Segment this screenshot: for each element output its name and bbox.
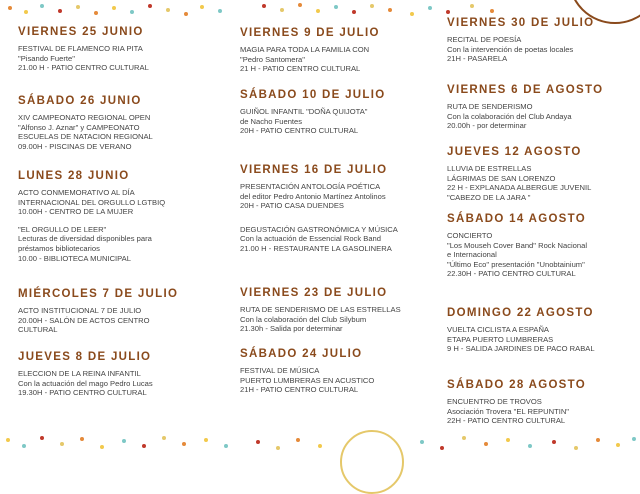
confetti-dot [616, 443, 620, 447]
confetti-dot [162, 436, 166, 440]
event [447, 231, 632, 279]
day-block [240, 27, 435, 82]
confetti-dot [262, 4, 266, 8]
confetti-dot [256, 440, 260, 444]
confetti-dot [6, 438, 10, 442]
event-line: 21.00 H - PATIO CENTRO CULTURAL [18, 63, 149, 73]
confetti-dot [528, 444, 532, 448]
event-line: 10.00H - CENTRO DE LA MUJER [18, 207, 134, 217]
event-line: Con la actuación del mago Pedro Lucas [18, 378, 153, 388]
confetti-dot [112, 6, 116, 10]
confetti-dot [420, 440, 424, 444]
event [447, 35, 632, 64]
event-line: PUERTO LUMBRERAS EN ACUSTICO [240, 375, 375, 385]
day-heading: SÁBADO 14 AGOSTO [447, 213, 587, 225]
confetti-dot [462, 436, 466, 440]
confetti-dot [632, 437, 636, 441]
event-line: Asociación Trovera "EL REPUNTIN" [447, 406, 570, 416]
event-line: 09.00H - PISCINAS DE VERANO [18, 141, 132, 151]
event-line: INTERNACIONAL DEL ORGULLO LGTBIQ [18, 197, 166, 207]
confetti-dot [218, 9, 222, 13]
confetti-dot [352, 10, 356, 14]
event-line: ELECCION DE LA REINA INFANTIL [18, 369, 141, 378]
event-line: RUTA DE SENDERISMO DE LAS ESTRELLAS [240, 305, 401, 314]
event-line: 10.00 - BIBLIOTECA MUNICIPAL [18, 253, 131, 263]
confetti-dot [484, 442, 488, 446]
day-block [18, 288, 223, 343]
event-line: 20.00h - por determinar [447, 121, 527, 131]
event-line: 20.00H - SALÓN DE ACTOS CENTRO [18, 315, 150, 325]
event-line: 21H - PATIO CENTRO CULTURAL [240, 385, 359, 395]
event-line: "Pisando Fuerte" [18, 53, 75, 63]
confetti-dot [470, 4, 474, 8]
event-line: préstamos bibliotecarios [18, 243, 100, 253]
event-line: de Nacho Fuentes [240, 116, 303, 126]
confetti-dot [224, 444, 228, 448]
confetti-dot [40, 4, 44, 8]
event-line: RUTA DE SENDERISMO [447, 102, 533, 111]
event [447, 164, 632, 202]
day-block [447, 213, 632, 287]
event [18, 188, 223, 217]
event-line: 19.30H - PATIO CENTRO CULTURAL [18, 388, 147, 398]
day-block [240, 287, 435, 342]
confetti-dot [80, 437, 84, 441]
event-line: CULTURAL [18, 325, 58, 335]
confetti-dot [184, 12, 188, 16]
confetti-dot [24, 10, 28, 14]
event-line: del editor Pedro Antonio Martínez Antolinos [240, 191, 386, 201]
day-heading: VIERNES 9 DE JULIO [240, 27, 380, 39]
day-block [240, 164, 435, 262]
event-line: PRESENTACIÓN ANTOLOGÍA POÉTICA [240, 182, 381, 191]
event-line: "Pedro Santomera" [240, 54, 305, 64]
day-heading: DOMINGO 22 AGOSTO [447, 307, 594, 319]
day-heading: JUEVES 8 DE JULIO [18, 351, 152, 363]
event-line: "Los Mouseh Cover Band" Rock Nacional [447, 240, 588, 250]
event-line: e Internacional [447, 250, 497, 260]
event-line: LÁGRIMAS DE SAN LORENZO [447, 173, 556, 183]
day-block [240, 89, 435, 144]
event [18, 44, 223, 73]
confetti-dot [40, 436, 44, 440]
day-heading: VIERNES 6 DE AGOSTO [447, 84, 604, 96]
confetti-dot [446, 10, 450, 14]
event-line: ACTO INSTITUCIONAL 7 DE JULIO [18, 306, 142, 315]
event [240, 225, 435, 254]
confetti-dot [298, 3, 302, 7]
event [240, 366, 435, 395]
event-line: Con la actuación de Essencial Rock Band [240, 234, 381, 244]
decorative-arc-bottom [340, 430, 404, 494]
event-line: 22.30H - PATIO CENTRO CULTURAL [447, 269, 576, 279]
event-line: Lecturas de diversidad disponibles para [18, 234, 152, 244]
day-heading: SÁBADO 10 DE JULIO [240, 89, 386, 101]
confetti-dot [296, 438, 300, 442]
day-block [447, 84, 632, 139]
event-line: VUELTA CICLISTA A ESPAÑA [447, 325, 549, 334]
confetti-dot [506, 438, 510, 442]
day-block [240, 348, 435, 403]
confetti-dot [204, 438, 208, 442]
confetti-dot [182, 442, 186, 446]
event-line: "Alfonso J. Aznar" y CAMPEONATO [18, 122, 140, 132]
day-block [447, 307, 632, 362]
confetti-dot [200, 5, 204, 9]
event [447, 102, 632, 131]
event [18, 225, 223, 263]
day-block [447, 146, 632, 210]
day-heading: JUEVES 12 AGOSTO [447, 146, 582, 158]
event [447, 397, 632, 426]
event-line: "CABEZO DE LA JARA " [447, 192, 531, 202]
event [240, 45, 435, 74]
event-line: RECITAL DE POESÍA [447, 35, 522, 44]
day-block [18, 351, 223, 406]
event-line: 9 H - SALIDA JARDINES DE PACO RABAL [447, 344, 595, 354]
event [240, 182, 435, 211]
event [18, 113, 223, 151]
day-heading: LUNES 28 JUNIO [18, 170, 130, 182]
day-heading: SÁBADO 24 JULIO [240, 348, 363, 360]
confetti-dot [100, 445, 104, 449]
event-line: FESTIVAL DE MÚSICA [240, 366, 320, 375]
event-line: Con la colaboración del Club Silybum [240, 314, 367, 324]
confetti-dot [58, 9, 62, 13]
confetti-dot [8, 6, 12, 10]
event-line: "EL ORGULLO DE LEER" [18, 224, 107, 234]
event-line: "Último Eco" presentación "Unobtainium" [447, 259, 585, 269]
event-line: XIV CAMPEONATO REGIONAL OPEN [18, 113, 151, 122]
day-block [18, 95, 223, 159]
event [18, 306, 223, 335]
event-line: ACTO CONMEMORATIVO AL DÍA [18, 188, 135, 197]
event [240, 305, 435, 334]
day-block [18, 170, 223, 271]
confetti-dot [166, 8, 170, 12]
event-line: 22H - PATIO CENTRO CULTURAL [447, 416, 566, 426]
event-line: 21 H - PATIO CENTRO CULTURAL [240, 64, 361, 74]
event-line: 20H - PATIO CASA DUENDES [240, 201, 344, 211]
event-line: ENCUENTRO DE TROVOS [447, 397, 542, 406]
day-heading: SÁBADO 26 JUNIO [18, 95, 142, 107]
confetti-dot [76, 5, 80, 9]
event-line: 21.30h - Salida por determinar [240, 324, 343, 334]
confetti-dot [552, 440, 556, 444]
confetti-dot [440, 446, 444, 450]
confetti-dot [122, 439, 126, 443]
event-line: MAGIA PARA TODA LA FAMILIA CON [240, 45, 370, 54]
confetti-dot [370, 4, 374, 8]
event-line: ETAPA PUERTO LUMBRERAS [447, 334, 554, 344]
event-line: GUIÑOL INFANTIL "DOÑA QUIJOTA" [240, 107, 368, 116]
event-line: DEGUSTACIÓN GASTRONÓMICA Y MÚSICA [240, 224, 398, 234]
event-line: Con la intervención de poetas locales [447, 44, 574, 54]
day-heading: VIERNES 16 DE JULIO [240, 164, 388, 176]
day-heading: VIERNES 30 DE JULIO [447, 17, 595, 29]
confetti-dot [60, 442, 64, 446]
event-line: LLUVIA DE ESTRELLAS [447, 164, 532, 173]
confetti-dot [142, 444, 146, 448]
event [18, 369, 223, 398]
confetti-dot [94, 11, 98, 15]
event-line: CONCIERTO [447, 231, 493, 240]
event [447, 325, 632, 354]
confetti-dot [410, 12, 414, 16]
day-heading: VIERNES 25 JUNIO [18, 26, 144, 38]
confetti-dot [318, 444, 322, 448]
event-line: Con la colaboración del Club Andaya [447, 111, 572, 121]
event-line: 21H - PASARELA [447, 54, 508, 64]
confetti-dot [490, 9, 494, 13]
event-line: 20H - PATIO CENTRO CULTURAL [240, 126, 359, 136]
confetti-dot [596, 438, 600, 442]
confetti-dot [22, 444, 26, 448]
confetti-dot [316, 9, 320, 13]
day-block [447, 17, 632, 72]
day-heading: SÁBADO 28 AGOSTO [447, 379, 587, 391]
event-line: 22 H - EXPLANADA ALBERGUE JUVENIL [447, 183, 592, 193]
confetti-dot [574, 446, 578, 450]
confetti-dot [388, 8, 392, 12]
confetti-dot [130, 10, 134, 14]
day-block [447, 379, 632, 434]
confetti-dot [276, 446, 280, 450]
event-line: ESCUELAS DE NATACION REGIONAL [18, 132, 153, 142]
confetti-dot [148, 4, 152, 8]
confetti-dot [280, 8, 284, 12]
day-heading: MIÉRCOLES 7 DE JULIO [18, 288, 179, 300]
day-heading: VIERNES 23 DE JULIO [240, 287, 388, 299]
event-line: FESTIVAL DE FLAMENCO RIA PITA [18, 44, 143, 53]
event [240, 107, 435, 136]
confetti-dot [428, 6, 432, 10]
event-line: 21.00 H - RESTAURANTE LA GASOLINERA [240, 243, 392, 253]
confetti-dot [334, 5, 338, 9]
day-block [18, 26, 223, 81]
